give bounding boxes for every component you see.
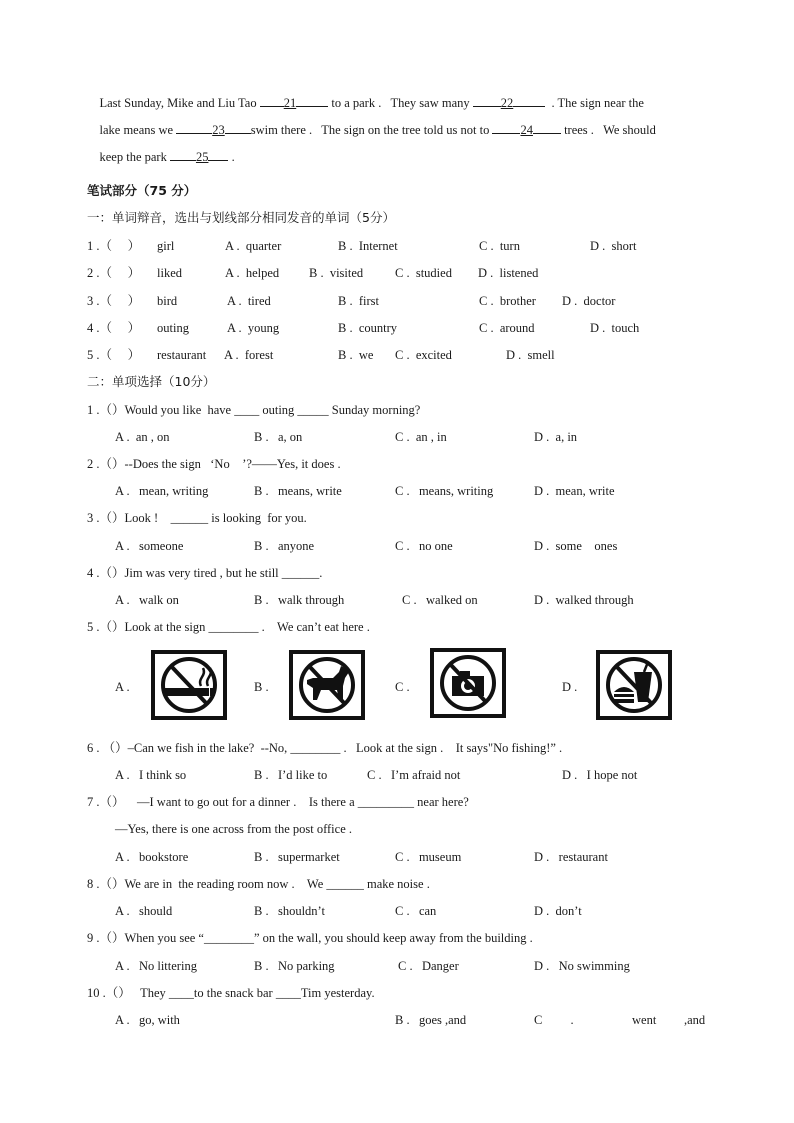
section1-title: 一：单词辩音，选出与划线部分相同发音的单词（5分） [87,210,395,225]
blank-24: 24 [520,123,533,137]
blank-23: 23 [212,123,225,137]
passage-line-1: Last Sunday, Mike and Liu Tao 21 to a park . They saw many 22 . The sign near the [99,96,644,110]
passage-line-2: lake means we 23 swim there . The sign on the tree told us not to 24 trees . We should [99,123,656,137]
no-food-drink-sign-icon [596,650,672,720]
worksheet-page: Last Sunday, Mike and Liu Tao 21 to a park . They saw many 22 . The sign near the lake means we 23 swim there . The sign on the tree told us not to 24 trees . We should keep the park 25 . 笔试部分（75 分） 一：单词辩音，选出与划线部分相同发音的单词（5分） 1 .（ ） girl A . quarter B . Internet C . turn D . short 2 .（ ） liked A . helped B . visited C . studied D . listened 3 .（ ） bird A . tired B . first C . brother D . doctor 4 .（ ） outing A . young B . country C . around D . touch 5 .（ ） restaurant A . forest B . we C . excited D . smell 二：单项选择（10分） 1 .（）Would you like have ____ outing _____ Sunday morning? A . an , on B . a, on C . an , in D . a, in 2 .（）--Does the sign ‘No ’?——Yes, it does . A . mean, writing B . means, write C . means, writing D . mean, write 3 .（）Look ! ______ is looking for you. A . someone B . anyone C . no one D . some ones 4 .（）Jim was very tired , but he still ______. A . walk on B . walk through C . walked on D . walked through 5 .（）Look at the sign ________ . We can’t eat here . A . B . C . D . 6 . （）–Can we fish in the lake? --No, ________ . Look at the sign . It says"No fishing!” . A . I think so B . I’d like to C . I’m afraid not D . I hope not 7 .（） —I want to go out for a dinner . Is there a _________ near here? —Yes, there is one across from the post office . A . bookstore B . supermarket C . museum D . restaurant 8 .（）We are in the reading room now . We ______ make noise . A . should B . shouldn’t C . can D . don’t 9 .（）When you see “________” on the wall, you should keep away from the building . A . No littering B . No parking C . Danger D . No swimming 10 .（） They ____to the snack bar ____Tim yesterday. A . go, with B . goes ,and C . went ,and [0,0,794,1123]
no-smoking-sign-icon [151,650,227,720]
passage-line-3: keep the park 25 . [99,150,235,164]
blank-22: 22 [500,96,514,110]
no-dogs-sign-icon [289,650,365,720]
blank-21: 21 [283,96,297,110]
no-photography-sign-icon [430,648,506,718]
section2-title: 二：单项选择（10分） [87,374,216,389]
blank-25: 25 [195,150,209,164]
written-section-header: 笔试部分（75 分） [87,183,197,198]
